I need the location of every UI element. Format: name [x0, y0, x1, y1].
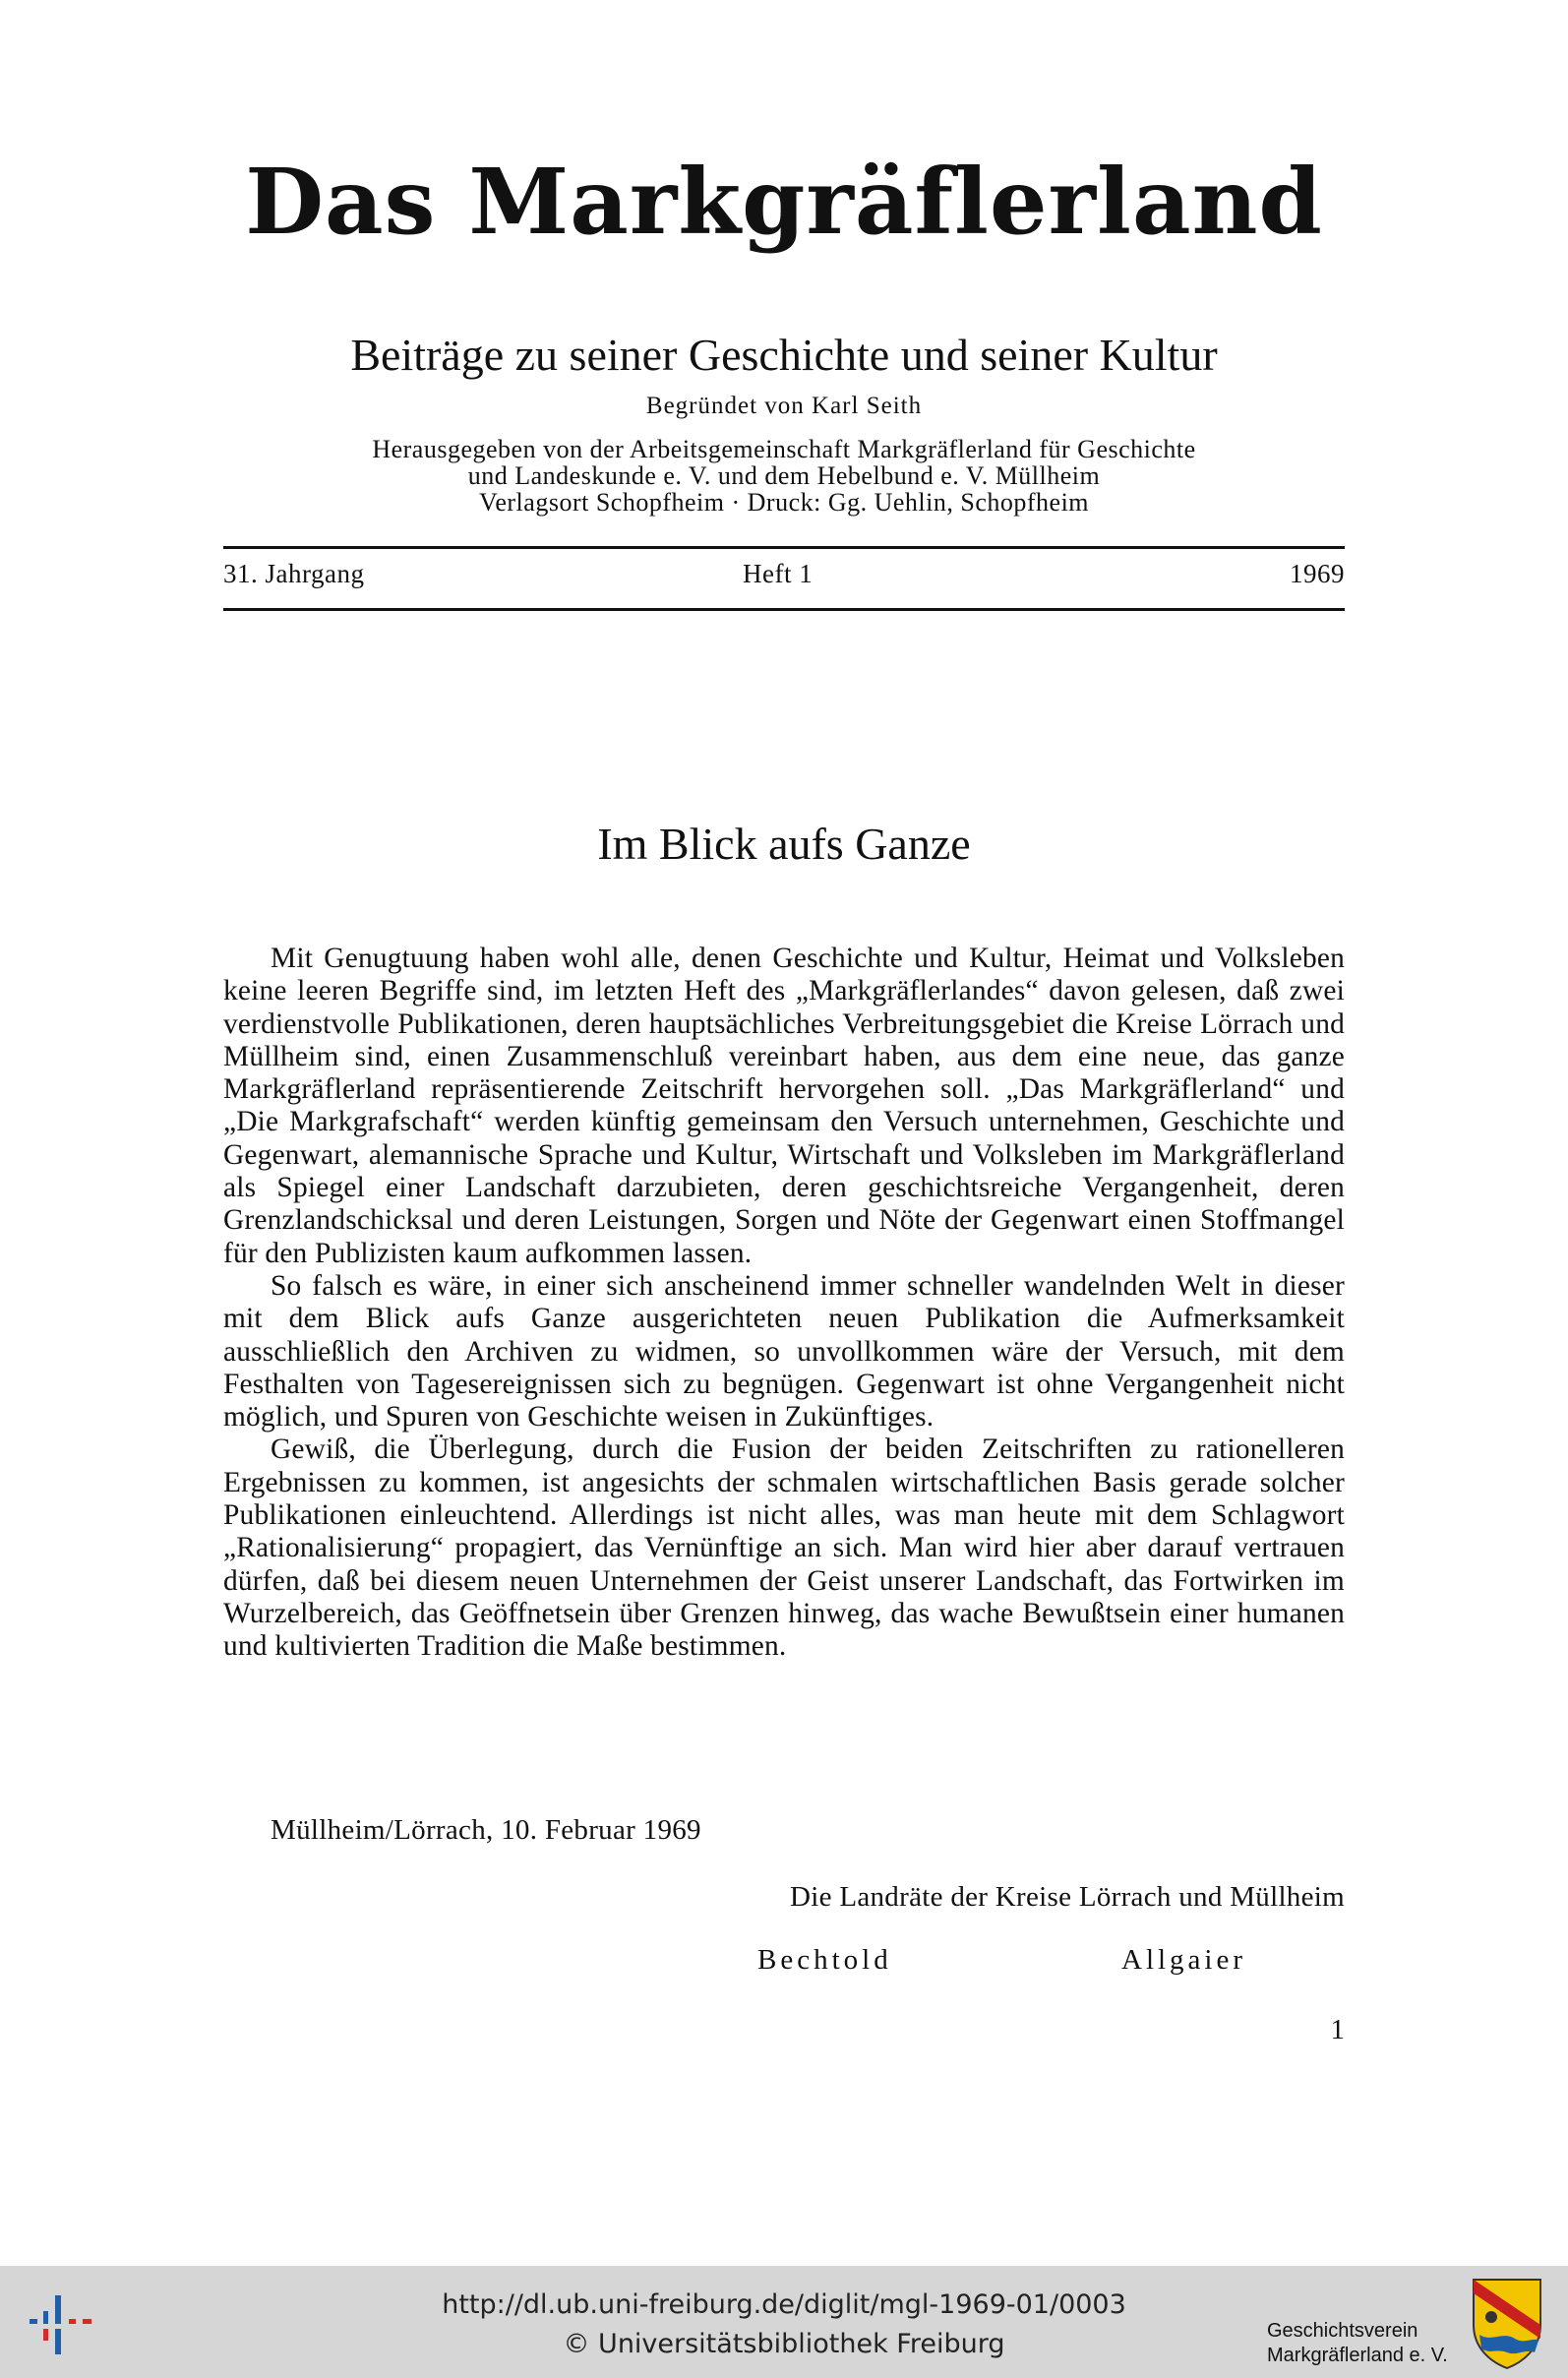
article-body: [223, 943, 1345, 1664]
society-line: Geschichtsverein: [1267, 2320, 1418, 2342]
publisher-line: Herausgegeben von der Arbeitsgemeinschaft Markgräflerland für Geschichte: [372, 435, 1196, 463]
signers-title: Die Landräte der Kreise Lörrach und Müllheim: [790, 1881, 1345, 1913]
issue-volume: 31. Jahrgang: [223, 559, 365, 588]
footer-bar: [0, 2266, 1568, 2378]
signer-name: Allgaier: [1121, 1944, 1247, 1976]
article-paragraph: Gewiß, die Überlegung, durch die Fusion der beiden Zeitschriften zu rationelleren Ergebnissen zu kommen, ist angesichts der schmalen wirtschaftlichen Basis gerade solcher Publikationen einleuchtend. Allerdings ist nicht alles, was man heute mit dem Schlagwort „Rationalisierung“ propagiert, das Vernünftige an sich. Man wird hier aber darauf vertrauen dürfen, daß bei diesem neuen Unternehmen der Geist unserer Landschaft, das Fortwirken im Wurzelbereich, das Geöffnetsein über Grenzen hinweg, das wache Bewußtsein einer humanen und kultivierten Tradition die Maße bestimmen.: [223, 1433, 1345, 1663]
issue-number: Heft 1: [743, 559, 814, 588]
founder-line: Begründet von Karl Seith: [645, 393, 923, 419]
article-paragraph: Mit Genugtuung haben wohl alle, denen Geschichte und Kultur, Heimat und Volksleben keine leeren Begriffe sind, im letzten Heft des „Markgräflerlandes“ davon gelesen, daß zwei verdienstvolle Publikationen, deren hauptsächliches Verbreitungsgebiet die Kreise Lörrach und Müllheim sind, einen Zusammenschluß vereinbart haben, aus dem eine neue, das ganze Markgräflerland repräsentierende Zeitschrift hervorgehen soll. „Das Markgräflerland“ und „Die Markgrafschaft“ werden künftig gemeinsam den Versuch unternehmen, Geschichte und Gegenwart, alemannische Sprache und Kultur, Wirtschaft und Volksleben im Markgräflerland als Spiegel einer Landschaft darzubieten, deren geschichtsreiche Vergangenheit, deren Grenzlandschicksal und deren Leistungen, Sorgen und Nöte der Gegenwart einen Stoffmangel für den Publizisten kaum aufkommen lassen.: [223, 943, 1345, 1269]
page-number: 1: [1330, 2014, 1345, 2045]
society-line: Markgräflerland e. V.: [1267, 2345, 1448, 2366]
permalink-url[interactable]: http://dl.ub.uni-freiburg.de/diglit/mgl-1969-01/0003: [442, 2289, 1126, 2320]
dateline: Müllheim/Lörrach, 10. Februar 1969: [271, 1814, 701, 1846]
journal-masthead: Das Markgräflerland: [245, 149, 1323, 255]
copyright-line: © Universitätsbibliothek Freiburg: [563, 2329, 1005, 2359]
issue-year: 1969: [1290, 559, 1345, 588]
header-rule-top: [223, 546, 1345, 549]
publisher-block: [0, 436, 1568, 516]
journal-subtitle: Beiträge zu seiner Geschichte und seiner Kultur: [350, 330, 1218, 380]
society-name: [1267, 2319, 1448, 2368]
publisher-line: und Landeskunde e. V. und dem Hebelbund e. V. Müllheim: [467, 461, 1101, 490]
article-paragraph: So falsch es wäre, in einer sich anscheinend immer schneller wandelnden Welt in dieser mit dem Blick aufs Ganze ausgerichteten neuen Publikation die Aufmerksamkeit ausschließlich den Archiven zu widmen, so unvollkommen wäre der Versuch, mit dem Festhalten von Tagesereignissen sich zu begnügen. Gegenwart ist ohne Vergangenheit nicht möglich, und Spuren von Geschichte weisen in Zukünftiges.: [223, 1269, 1345, 1433]
signer-name: Bechtold: [757, 1944, 892, 1976]
article-title: Im Blick aufs Ganze: [597, 819, 971, 869]
publisher-line: Verlagsort Schopfheim · Druck: Gg. Uehlin, Schopfheim: [478, 488, 1090, 517]
society-crest-icon: [1470, 2274, 1544, 2370]
header-rule-bottom: [223, 608, 1345, 611]
issue-info-row: [223, 559, 1345, 598]
